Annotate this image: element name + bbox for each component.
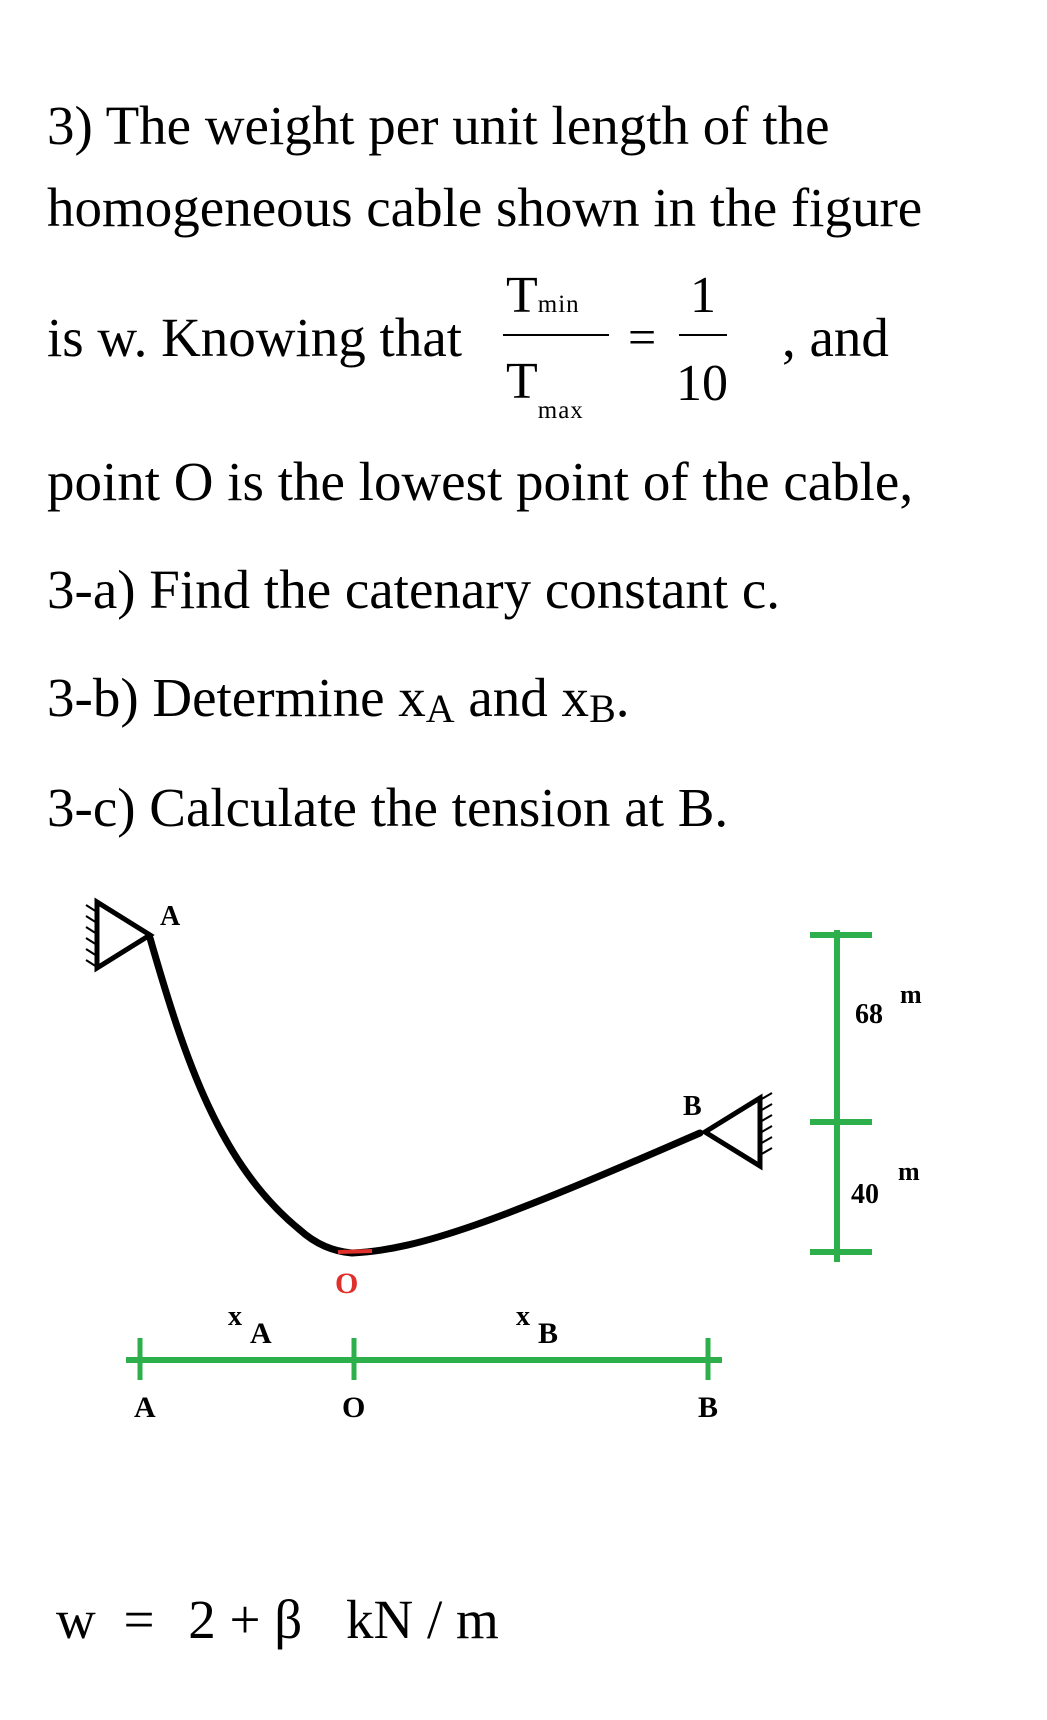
load-units: kN / m [346, 1589, 499, 1650]
label-a: A [160, 901, 181, 932]
xa-x: x [228, 1301, 242, 1332]
support-b-icon [705, 1093, 772, 1166]
ratio-rhs-num: 1 [690, 267, 716, 324]
xb-sub: B [538, 1317, 559, 1350]
question-3b-suffix: . [615, 667, 630, 728]
problem-line-2: homogeneous cable shown in the figure [47, 177, 923, 238]
load-equals: = [123, 1589, 155, 1650]
problem-line-4: point O is the lowest point of the cable, [47, 451, 914, 512]
question-3b-sub-b: B [589, 686, 616, 731]
ratio-num-sub: min [537, 291, 580, 318]
label-o-lowest: O [335, 1267, 359, 1300]
axis-label-b: B [698, 1391, 719, 1424]
xb-x: x [516, 1301, 530, 1332]
height-upper-value: 68 [855, 999, 883, 1030]
problem-line-1: 3) The weight per unit length of the [47, 95, 830, 156]
load-equation [56, 1589, 499, 1650]
problem-line-3-prefix: is w. Knowing that [47, 307, 463, 368]
cable-curve [150, 938, 700, 1253]
horizontal-dimension [126, 1338, 722, 1380]
axis-label-o: O [342, 1391, 366, 1424]
question-3b-prefix: 3-b) Determine x [47, 667, 426, 728]
ratio-equals: = [628, 309, 657, 365]
problem-line-3-suffix: , and [782, 307, 889, 368]
question-3a: 3-a) Find the catenary constant c. [47, 559, 781, 620]
vertical-dimension [810, 930, 872, 1262]
question-3c: 3-c) Calculate the tension at B. [47, 777, 729, 838]
load-value: 2 + β [188, 1589, 303, 1650]
axis-label-a: A [134, 1391, 156, 1424]
ratio-den-T: T [506, 353, 538, 410]
xa-sub: A [250, 1317, 272, 1350]
ratio-den-sub: max [537, 397, 584, 424]
label-b: B [683, 1091, 702, 1122]
height-upper-unit: m [900, 980, 922, 1009]
load-w: w [56, 1589, 96, 1650]
question-3b-mid: and x [454, 667, 590, 728]
height-lower-unit: m [898, 1157, 920, 1186]
ratio-rhs-den: 10 [676, 355, 728, 412]
ratio-num-T: T [506, 267, 538, 324]
lowest-point-marker [338, 1251, 372, 1252]
support-a-icon [86, 902, 150, 968]
height-lower-value: 40 [851, 1179, 879, 1210]
question-3b-sub-a: A [425, 686, 455, 731]
